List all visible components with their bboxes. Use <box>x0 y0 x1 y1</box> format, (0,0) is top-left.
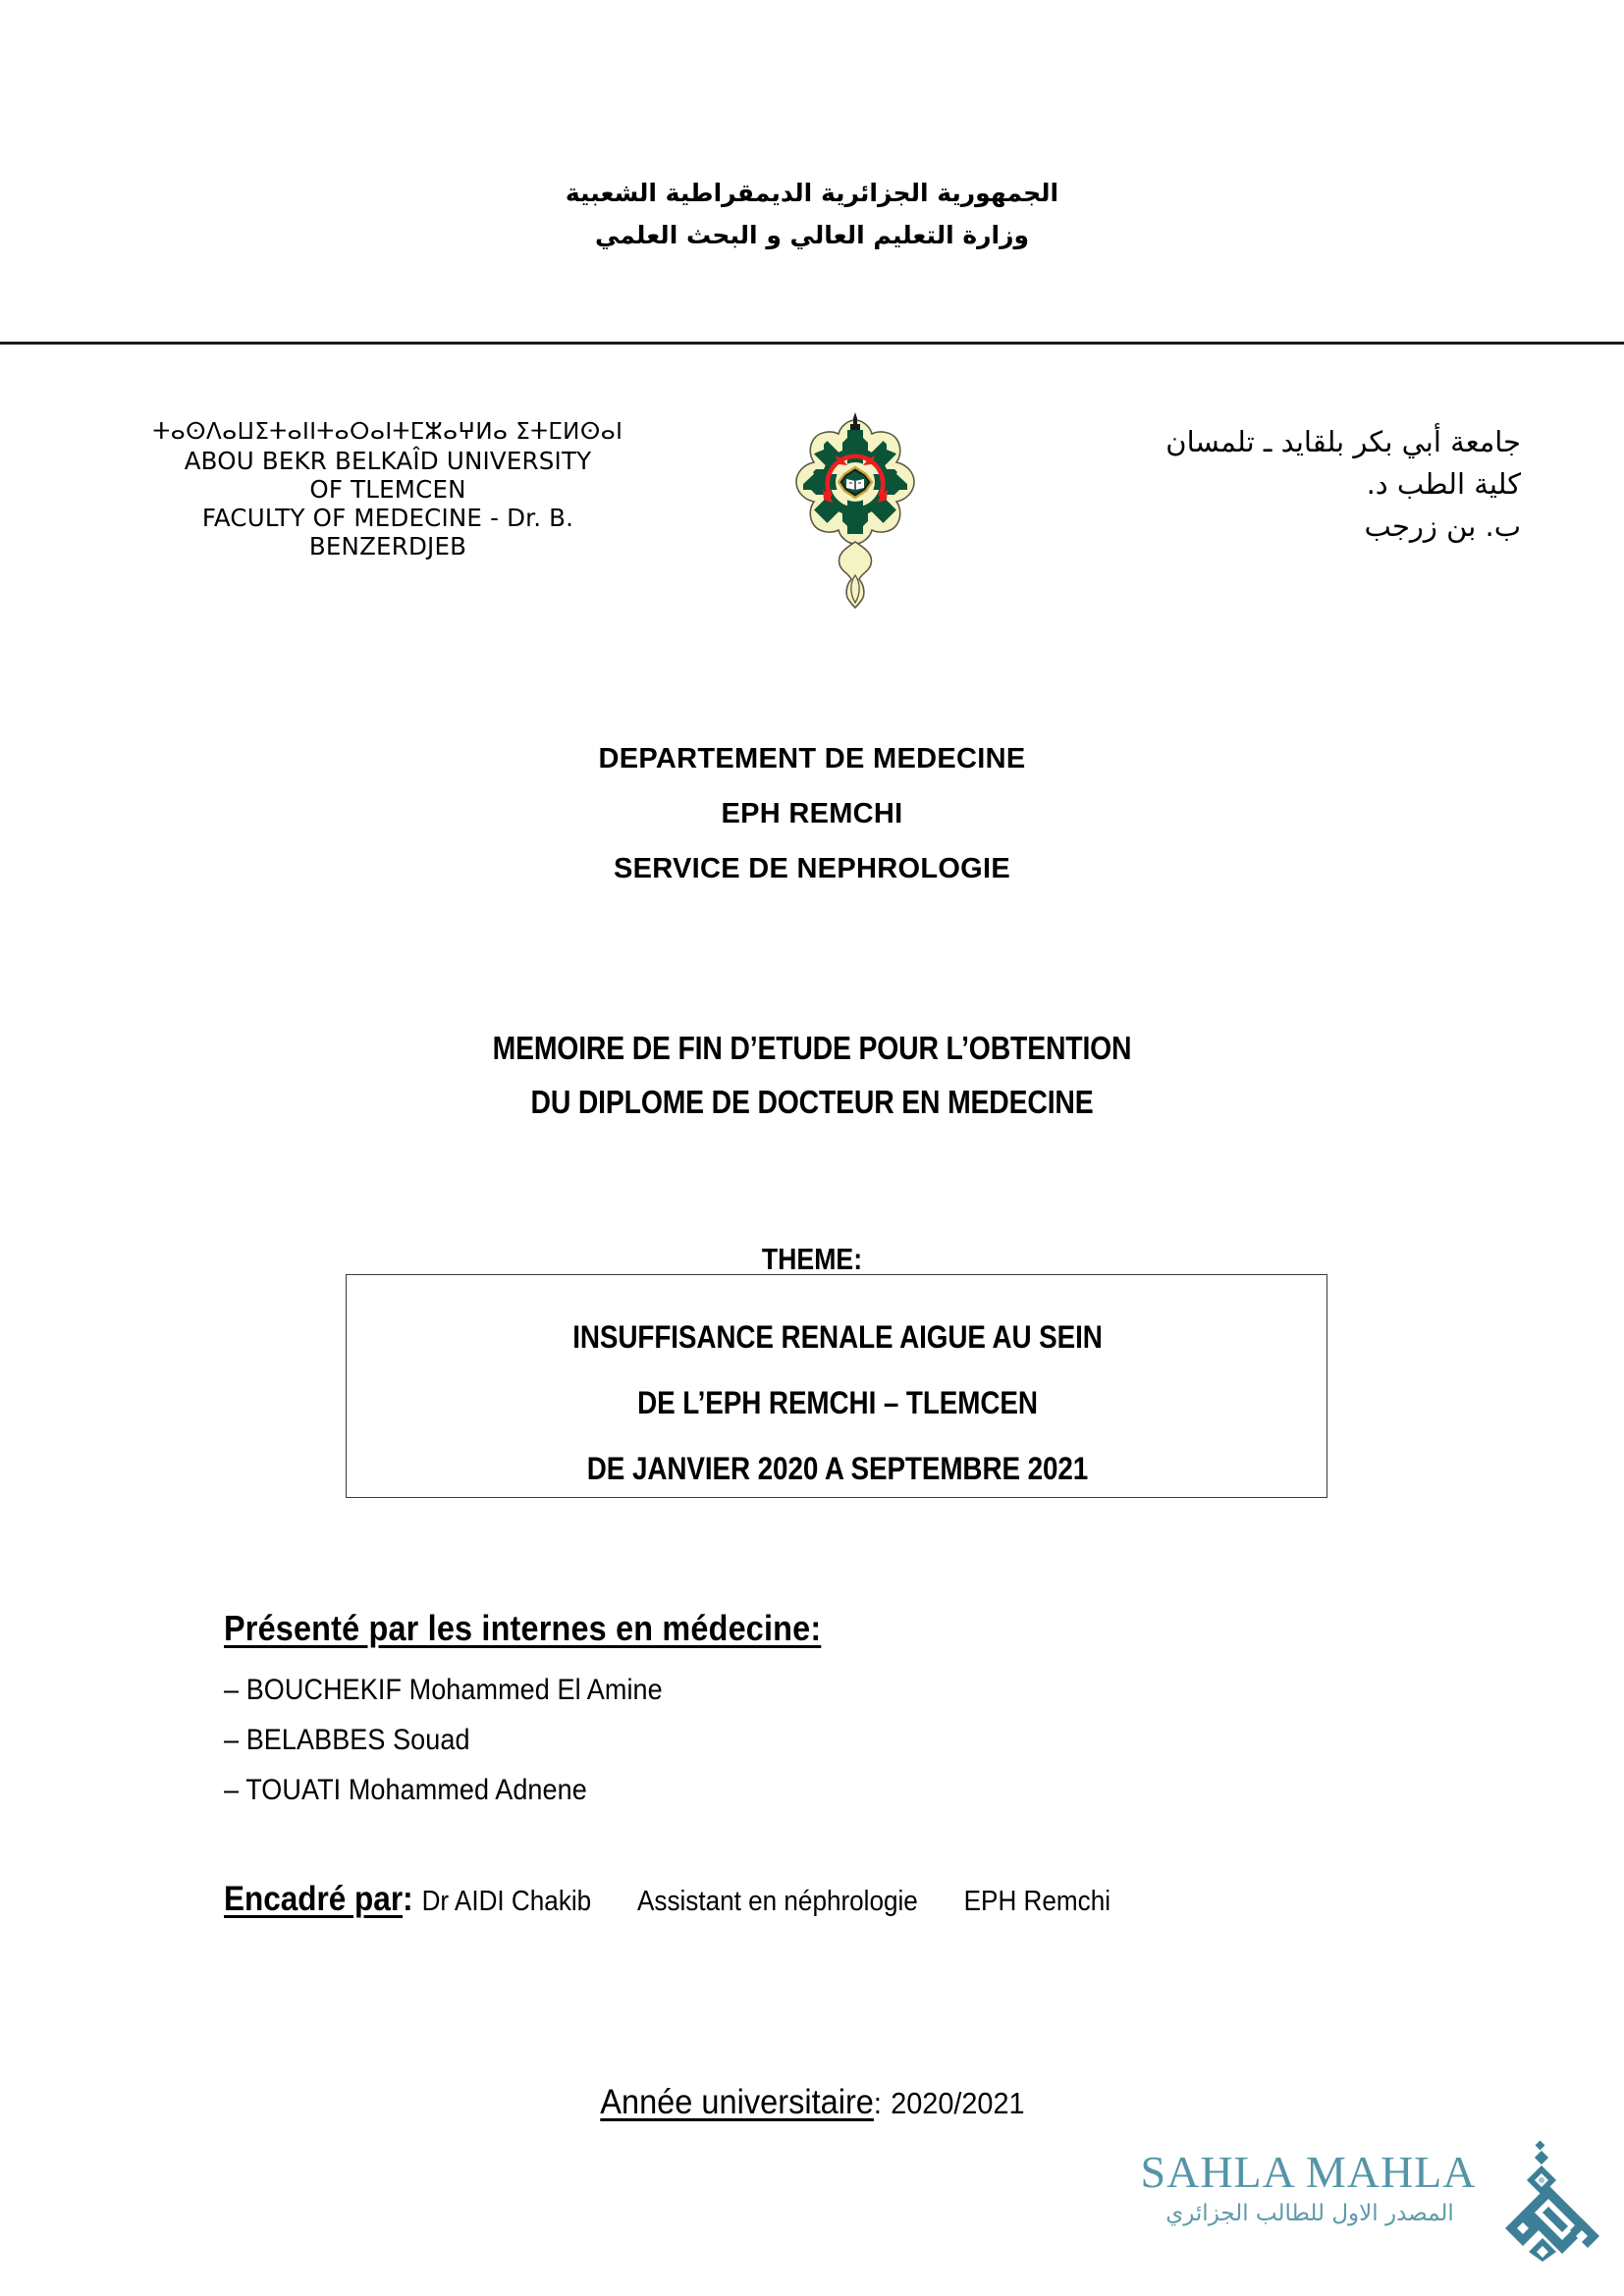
supervisor-label: Encadré par <box>224 1880 404 1918</box>
university-emblem-icon <box>785 410 925 612</box>
academic-year-label: Année universitaire <box>599 2083 874 2121</box>
watermark-logo-icon <box>1480 2140 1605 2263</box>
department-line-3: SERVICE DE NEPHROLOGIE <box>613 853 1011 884</box>
sahla-mahla-mark-icon <box>1480 2140 1605 2263</box>
academic-year-line <box>600 2083 1024 2122</box>
watermark-brand: SAHLA MAHLA <box>1140 2147 1477 2197</box>
university-name-english-line-4: BENZERDJEB <box>308 532 467 561</box>
author-item: – BELABBES Souad <box>224 1724 470 1756</box>
thesis-statement <box>114 1021 1510 1129</box>
supervisor-role: Assistant en néphrologie <box>636 1886 918 1917</box>
authors-heading: Présenté par les internes en médecine: <box>224 1608 822 1648</box>
supervisor-name: Dr AIDI Chakib <box>421 1886 592 1917</box>
theme-label: THEME: <box>761 1242 863 1276</box>
authors-section <box>224 1608 1304 1815</box>
university-name-arabic-line-2: كلية الطب د. <box>1366 467 1521 501</box>
watermark-tagline: المصدر الاول للطالب الجزائري <box>1165 2201 1454 2226</box>
university-name-tifinagh: ⵜⴰⵙⴷⴰⵡⵉⵜⴰⵏⵏⵜⴰⵔⴰⵏⵜⵎⵣⴰⵖⵍⴰ ⵉⵜⵎⵍⵙⴰⵏ <box>152 419 623 445</box>
university-name-english-line-3: FACULTY OF MEDECINE - Dr. B. <box>201 504 574 532</box>
university-name-left <box>108 417 668 561</box>
theme-title-line-1: INSUFFISANCE RENALE AIGUE AU SEIN <box>572 1319 1103 1355</box>
department-block <box>0 731 1624 896</box>
theme-title <box>347 1305 1328 1502</box>
national-header-line-2: وزارة التعليم العالي و البحث العلمي <box>594 221 1030 249</box>
authors-list <box>224 1665 1304 1815</box>
supervisor-place: EPH Remchi <box>963 1886 1111 1917</box>
author-item: – BOUCHEKIF Mohammed El Amine <box>224 1674 663 1706</box>
academic-year-value: 2020/2021 <box>890 2086 1025 2120</box>
supervisor-line <box>224 1880 1110 1919</box>
theme-box <box>346 1274 1327 1498</box>
university-name-english-line-1: ABOU BEKR BELKAÎD UNIVERSITY <box>184 447 592 475</box>
department-line-2: EPH REMCHI <box>721 798 903 829</box>
theme-title-line-3: DE JANVIER 2020 A SEPTEMBRE 2021 <box>586 1451 1089 1486</box>
thesis-statement-line-2: DU DIPLOME DE DOCTEUR EN MEDECINE <box>530 1084 1094 1120</box>
department-line-1: DEPARTEMENT DE MEDECINE <box>598 743 1026 774</box>
university-logo <box>785 410 925 612</box>
national-header-line-1: الجمهورية الجزائرية الديمقراطية الشعبية <box>565 179 1059 207</box>
author-item: – TOUATI Mohammed Adnene <box>224 1774 587 1806</box>
thesis-statement-line-1: MEMOIRE DE FIN D’ETUDE POUR L’OBTENTION <box>492 1030 1132 1066</box>
national-header <box>0 172 1624 256</box>
supervisor-section <box>224 1880 1451 1919</box>
academic-year-section <box>0 2083 1624 2122</box>
sahla-mahla-watermark <box>1114 2140 1605 2268</box>
university-name-english-line-2: OF TLEMCEN <box>309 475 466 504</box>
supervisor-colon: : <box>403 1880 413 1918</box>
header-divider-rule <box>0 342 1624 345</box>
academic-year-colon: : <box>873 2086 882 2120</box>
university-name-arabic <box>1050 421 1521 548</box>
theme-title-line-2: DE L’EPH REMCHI – TLEMCEN <box>637 1385 1038 1420</box>
university-name-arabic-line-1: جامعة أبي بكر بلقايد ـ تلمسان <box>1165 425 1521 458</box>
university-name-arabic-line-3: ب. بن زرجب <box>1364 509 1521 543</box>
